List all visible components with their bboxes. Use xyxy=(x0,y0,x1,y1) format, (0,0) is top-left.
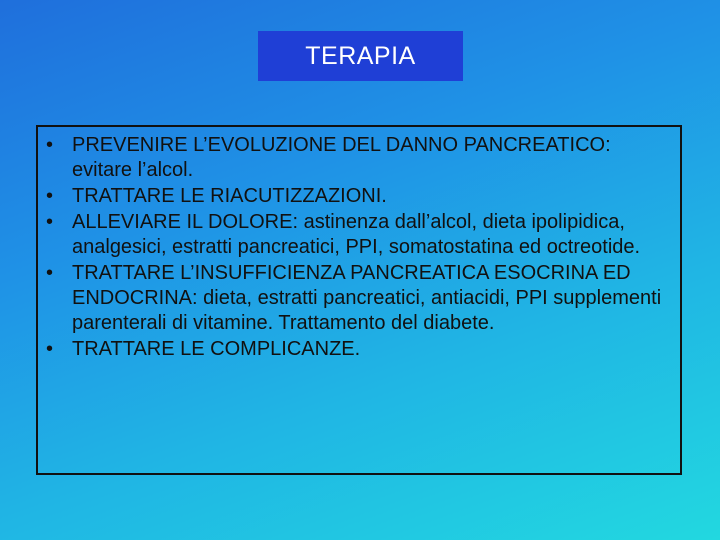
title-box xyxy=(258,31,463,81)
bullet-text: TRATTARE LE RIACUTIZZAZIONI. xyxy=(72,185,387,207)
bullet-text: TRATTARE L’INSUFFICIENZA PANCREATICA ESOCRINA ED ENDOCRINA: dieta, estratti pancreatici, antiacidi, PPI supplementi parenterali di vitamine. Trattamento del diabete. xyxy=(72,262,662,334)
bullet-icon: • xyxy=(46,134,54,156)
slide-title: TERAPIA xyxy=(305,41,416,70)
bullet-item xyxy=(38,337,670,362)
bullet-item xyxy=(38,261,670,336)
bullet-text: TRATTARE LE COMPLICANZE. xyxy=(72,338,361,360)
bullet-item xyxy=(38,133,670,183)
bullet-item xyxy=(38,210,670,260)
content-box xyxy=(36,125,682,475)
bullet-item xyxy=(38,184,670,209)
bullet-list xyxy=(38,133,670,362)
bullet-icon: • xyxy=(46,185,54,207)
bullet-icon: • xyxy=(46,211,54,233)
bullet-text: PREVENIRE L’EVOLUZIONE DEL DANNO PANCREATICO: evitare l’alcol. xyxy=(72,134,611,181)
bullet-text: ALLEVIARE IL DOLORE: astinenza dall’alcol, dieta ipolipidica, analgesici, estratti pancreatici, PPI, somatostatina ed octreotide. xyxy=(72,211,641,258)
bullet-icon: • xyxy=(46,262,54,284)
bullet-icon: • xyxy=(46,338,54,360)
